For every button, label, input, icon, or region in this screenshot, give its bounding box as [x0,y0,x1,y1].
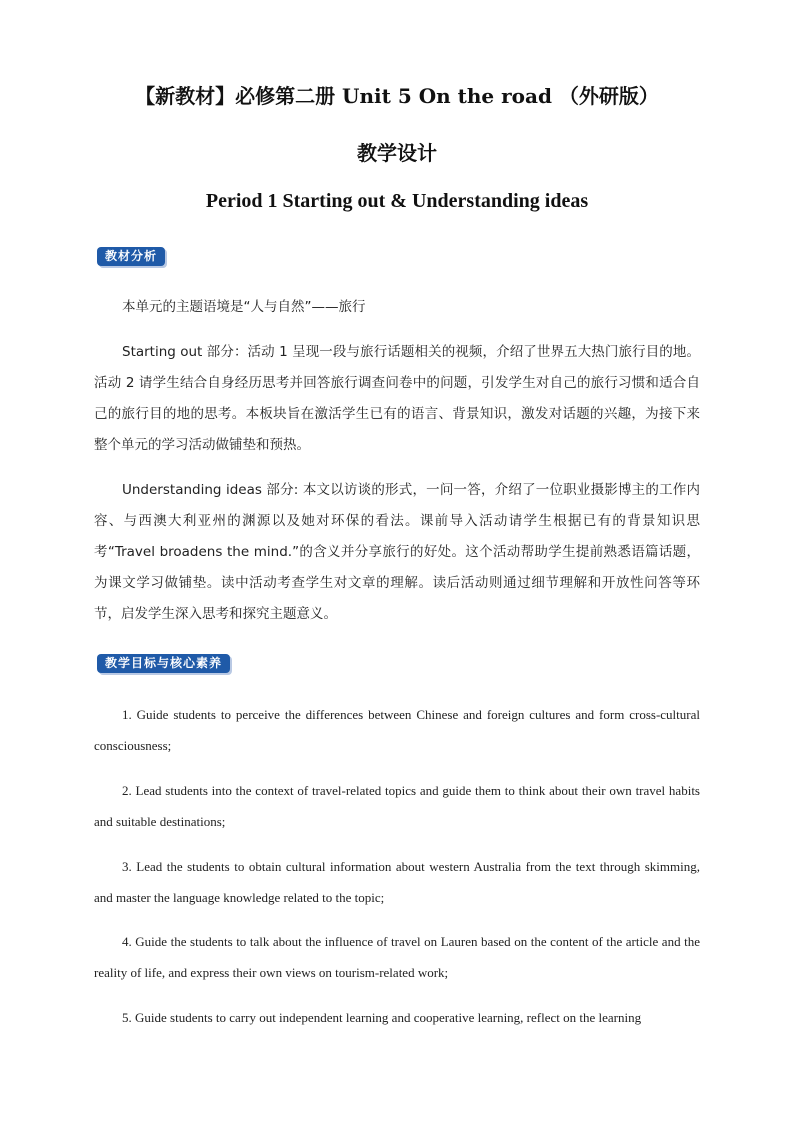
analysis-paragraph-understanding-ideas: Understanding ideas 部分: 本文以访谈的形式，一问一答，介绍了一位职业摄影博主的工作内容、与西澳大利亚州的渊源以及她对环保的看法。课前导入活动请学生根据已有的背景知识思考“Travel broadens the mind.”的含义并分享旅行的好处。这个活动帮助学生提前熟悉语篇话题，为课文学习做铺垫。读中活动考查学生对文章的理解。读后活动则通过细节理解和开放性问答等环节，启发学生深入思考和探究主题意义。 [94,482,700,622]
analysis-paragraph-starting-out: Starting out 部分：活动 1 呈现一段与旅行话题相关的视频，介绍了世界五大热门旅行目的地。活动 2 请学生结合自身经历思考并回答旅行调查问卷中的问题，引发学生对自己的旅行习惯和适合自己的旅行目的地的思考。本板块旨在激活学生已有的语言、背景知识，激发对话题的兴趣，为接下来整个单元的学习活动做铺垫和预热。 [94,344,700,453]
section-badge-objectives: 教学目标与核心素养 [97,654,230,673]
analysis-paragraph-theme: 本单元的主题语境是“人与自然”——旅行 [122,299,366,315]
document-subtitle: 教学设计 [357,141,437,165]
objective-item: 1. Guide students to perceive the differences between Chinese and foreign cultures and form cross-cultural consciousness; [94,707,700,753]
period-heading: Period 1 Starting out & Understanding ideas [205,190,589,212]
objective-item: 5. Guide students to carry out independent learning and cooperative learning, reflect on the learning [122,1010,642,1025]
objective-item: 2. Lead students into the context of travel-related topics and guide them to think about their own travel habits and suitable destinations; [94,783,700,829]
document-title: 【新教材】必修第二册 Unit 5 On the road （外研版） [135,84,659,108]
objective-item: 3. Lead the students to obtain cultural information about western Australia from the text through skimming, and master the language knowledge related to the topic; [94,859,700,905]
objective-item: 4. Guide the students to talk about the influence of travel on Lauren based on the content of the article and the reality of life, and express their own views on tourism-related work; [94,934,700,980]
section-badge-analysis: 教材分析 [97,247,165,266]
